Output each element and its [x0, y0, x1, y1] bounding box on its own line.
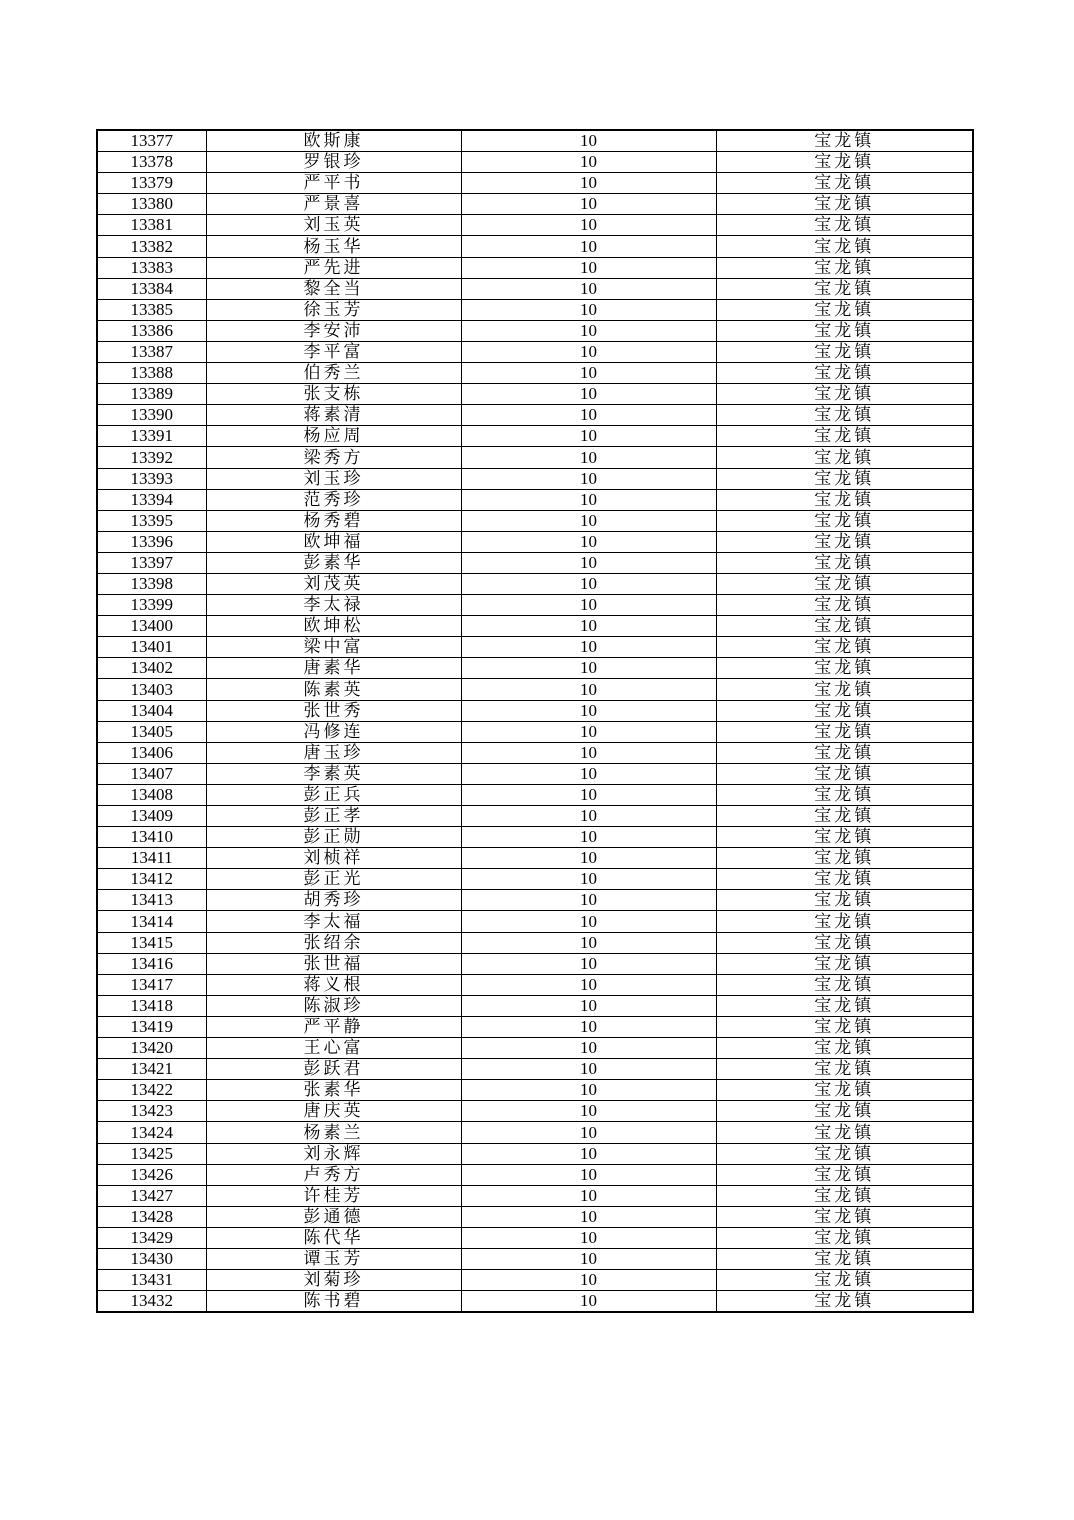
amount-cell: 10: [461, 974, 716, 995]
amount-cell: 10: [461, 384, 716, 405]
name-cell: 李安沛: [206, 320, 461, 341]
name-cell: 陈淑珍: [206, 995, 461, 1016]
record-id-cell: 13408: [97, 784, 206, 805]
amount-cell: 10: [461, 1185, 716, 1206]
name-cell: 伯秀兰: [206, 363, 461, 384]
amount-cell: 10: [461, 616, 716, 637]
name-cell: 张世福: [206, 953, 461, 974]
town-cell: 宝龙镇: [716, 742, 973, 763]
name-cell: 李素英: [206, 763, 461, 784]
name-cell: 欧斯康: [206, 130, 461, 152]
table-row: [97, 426, 973, 447]
town-cell: 宝龙镇: [716, 236, 973, 257]
record-id-cell: 13406: [97, 742, 206, 763]
record-id-cell: 13422: [97, 1080, 206, 1101]
name-cell: 唐素华: [206, 658, 461, 679]
name-cell: 杨素兰: [206, 1122, 461, 1143]
amount-cell: 10: [461, 173, 716, 194]
town-cell: 宝龙镇: [716, 173, 973, 194]
name-cell: 李太福: [206, 911, 461, 932]
table-row: [97, 1227, 973, 1248]
record-id-cell: 13423: [97, 1101, 206, 1122]
record-id-cell: 13389: [97, 384, 206, 405]
name-cell: 严景喜: [206, 194, 461, 215]
town-cell: 宝龙镇: [716, 489, 973, 510]
table-row: [97, 320, 973, 341]
record-id-cell: 13410: [97, 827, 206, 848]
record-id-cell: 13393: [97, 468, 206, 489]
record-id-cell: 13415: [97, 932, 206, 953]
name-cell: 欧坤松: [206, 616, 461, 637]
record-id-cell: 13391: [97, 426, 206, 447]
town-cell: 宝龙镇: [716, 637, 973, 658]
table-row: [97, 637, 973, 658]
amount-cell: 10: [461, 1227, 716, 1248]
table-row: [97, 1164, 973, 1185]
name-cell: 彭通德: [206, 1206, 461, 1227]
table-row: [97, 1248, 973, 1269]
town-cell: 宝龙镇: [716, 827, 973, 848]
name-cell: 唐庆英: [206, 1101, 461, 1122]
table-row: [97, 215, 973, 236]
table-row: [97, 679, 973, 700]
town-cell: 宝龙镇: [716, 299, 973, 320]
name-cell: 卢秀方: [206, 1164, 461, 1185]
town-cell: 宝龙镇: [716, 531, 973, 552]
town-cell: 宝龙镇: [716, 573, 973, 594]
town-cell: 宝龙镇: [716, 890, 973, 911]
town-cell: 宝龙镇: [716, 869, 973, 890]
table-row: [97, 1185, 973, 1206]
amount-cell: 10: [461, 1164, 716, 1185]
town-cell: 宝龙镇: [716, 1227, 973, 1248]
name-cell: 彭正勋: [206, 827, 461, 848]
town-cell: 宝龙镇: [716, 1101, 973, 1122]
record-id-cell: 13432: [97, 1291, 206, 1313]
amount-cell: 10: [461, 1270, 716, 1291]
record-id-cell: 13385: [97, 299, 206, 320]
amount-cell: 10: [461, 1206, 716, 1227]
record-id-cell: 13421: [97, 1059, 206, 1080]
amount-cell: 10: [461, 742, 716, 763]
amount-cell: 10: [461, 1080, 716, 1101]
record-id-cell: 13382: [97, 236, 206, 257]
amount-cell: 10: [461, 658, 716, 679]
name-cell: 刘茂英: [206, 573, 461, 594]
town-cell: 宝龙镇: [716, 278, 973, 299]
amount-cell: 10: [461, 573, 716, 594]
record-id-cell: 13409: [97, 806, 206, 827]
record-id-cell: 13431: [97, 1270, 206, 1291]
table-body: [97, 130, 973, 1312]
name-cell: 王心富: [206, 1038, 461, 1059]
table-row: [97, 573, 973, 594]
record-id-cell: 13377: [97, 130, 206, 152]
table-row: [97, 1101, 973, 1122]
record-id-cell: 13395: [97, 510, 206, 531]
record-id-cell: 13379: [97, 173, 206, 194]
table-row: [97, 700, 973, 721]
amount-cell: 10: [461, 552, 716, 573]
amount-cell: 10: [461, 1291, 716, 1313]
record-id-cell: 13428: [97, 1206, 206, 1227]
town-cell: 宝龙镇: [716, 1185, 973, 1206]
town-cell: 宝龙镇: [716, 1143, 973, 1164]
table-row: [97, 552, 973, 573]
record-id-cell: 13381: [97, 215, 206, 236]
name-cell: 陈素英: [206, 679, 461, 700]
record-id-cell: 13404: [97, 700, 206, 721]
town-cell: 宝龙镇: [716, 784, 973, 805]
name-cell: 严先进: [206, 257, 461, 278]
amount-cell: 10: [461, 1143, 716, 1164]
name-cell: 张绍余: [206, 932, 461, 953]
table-row: [97, 932, 973, 953]
amount-cell: 10: [461, 784, 716, 805]
table-row: [97, 595, 973, 616]
table-row: [97, 531, 973, 552]
table-row: [97, 721, 973, 742]
town-cell: 宝龙镇: [716, 974, 973, 995]
town-cell: 宝龙镇: [716, 194, 973, 215]
table-row: [97, 806, 973, 827]
amount-cell: 10: [461, 637, 716, 658]
town-cell: 宝龙镇: [716, 1270, 973, 1291]
table-row: [97, 742, 973, 763]
record-id-cell: 13430: [97, 1248, 206, 1269]
name-cell: 张世秀: [206, 700, 461, 721]
record-id-cell: 13427: [97, 1185, 206, 1206]
record-id-cell: 13399: [97, 595, 206, 616]
table-row: [97, 236, 973, 257]
town-cell: 宝龙镇: [716, 848, 973, 869]
record-id-cell: 13384: [97, 278, 206, 299]
name-cell: 张支栋: [206, 384, 461, 405]
town-cell: 宝龙镇: [716, 595, 973, 616]
name-cell: 陈书碧: [206, 1291, 461, 1313]
name-cell: 梁秀方: [206, 447, 461, 468]
name-cell: 梁中富: [206, 637, 461, 658]
table-row: [97, 890, 973, 911]
record-id-cell: 13411: [97, 848, 206, 869]
record-id-cell: 13396: [97, 531, 206, 552]
name-cell: 彭正孝: [206, 806, 461, 827]
table-row: [97, 974, 973, 995]
amount-cell: 10: [461, 679, 716, 700]
table-row: [97, 995, 973, 1016]
amount-cell: 10: [461, 489, 716, 510]
amount-cell: 10: [461, 700, 716, 721]
record-id-cell: 13403: [97, 679, 206, 700]
name-cell: 谭玉芳: [206, 1248, 461, 1269]
name-cell: 黎全当: [206, 278, 461, 299]
amount-cell: 10: [461, 363, 716, 384]
table-row: [97, 1059, 973, 1080]
town-cell: 宝龙镇: [716, 341, 973, 362]
amount-cell: 10: [461, 341, 716, 362]
table-row: [97, 784, 973, 805]
amount-cell: 10: [461, 1248, 716, 1269]
name-cell: 刘玉珍: [206, 468, 461, 489]
record-id-cell: 13398: [97, 573, 206, 594]
record-id-cell: 13412: [97, 869, 206, 890]
amount-cell: 10: [461, 806, 716, 827]
town-cell: 宝龙镇: [716, 911, 973, 932]
name-cell: 彭跃君: [206, 1059, 461, 1080]
table-row: [97, 763, 973, 784]
table-row: [97, 1122, 973, 1143]
name-cell: 杨应周: [206, 426, 461, 447]
record-id-cell: 13383: [97, 257, 206, 278]
town-cell: 宝龙镇: [716, 426, 973, 447]
amount-cell: 10: [461, 320, 716, 341]
town-cell: 宝龙镇: [716, 1059, 973, 1080]
table-row: [97, 384, 973, 405]
table-row: [97, 1080, 973, 1101]
table-row: [97, 953, 973, 974]
table-row: [97, 1206, 973, 1227]
table-row: [97, 869, 973, 890]
town-cell: 宝龙镇: [716, 447, 973, 468]
record-id-cell: 13405: [97, 721, 206, 742]
record-id-cell: 13400: [97, 616, 206, 637]
record-id-cell: 13413: [97, 890, 206, 911]
name-cell: 罗银珍: [206, 152, 461, 173]
amount-cell: 10: [461, 468, 716, 489]
town-cell: 宝龙镇: [716, 363, 973, 384]
amount-cell: 10: [461, 911, 716, 932]
amount-cell: 10: [461, 763, 716, 784]
town-cell: 宝龙镇: [716, 510, 973, 531]
record-id-cell: 13388: [97, 363, 206, 384]
name-cell: 杨玉华: [206, 236, 461, 257]
town-cell: 宝龙镇: [716, 763, 973, 784]
amount-cell: 10: [461, 595, 716, 616]
record-id-cell: 13407: [97, 763, 206, 784]
name-cell: 胡秀珍: [206, 890, 461, 911]
table-row: [97, 363, 973, 384]
amount-cell: 10: [461, 1038, 716, 1059]
amount-cell: 10: [461, 932, 716, 953]
record-id-cell: 13392: [97, 447, 206, 468]
town-cell: 宝龙镇: [716, 1038, 973, 1059]
town-cell: 宝龙镇: [716, 552, 973, 573]
name-cell: 唐玉珍: [206, 742, 461, 763]
table-row: [97, 1291, 973, 1313]
town-cell: 宝龙镇: [716, 130, 973, 152]
name-cell: 刘永辉: [206, 1143, 461, 1164]
name-cell: 张素华: [206, 1080, 461, 1101]
town-cell: 宝龙镇: [716, 215, 973, 236]
record-id-cell: 13418: [97, 995, 206, 1016]
town-cell: 宝龙镇: [716, 1016, 973, 1037]
town-cell: 宝龙镇: [716, 953, 973, 974]
table-row: [97, 447, 973, 468]
name-cell: 杨秀碧: [206, 510, 461, 531]
table-row: [97, 468, 973, 489]
amount-cell: 10: [461, 278, 716, 299]
table-row: [97, 848, 973, 869]
amount-cell: 10: [461, 995, 716, 1016]
name-cell: 蒋义根: [206, 974, 461, 995]
amount-cell: 10: [461, 1016, 716, 1037]
town-cell: 宝龙镇: [716, 405, 973, 426]
table-row: [97, 1143, 973, 1164]
amount-cell: 10: [461, 194, 716, 215]
amount-cell: 10: [461, 890, 716, 911]
table-row: [97, 152, 973, 173]
record-id-cell: 13402: [97, 658, 206, 679]
amount-cell: 10: [461, 531, 716, 552]
town-cell: 宝龙镇: [716, 468, 973, 489]
table-row: [97, 489, 973, 510]
name-cell: 刘桢祥: [206, 848, 461, 869]
amount-cell: 10: [461, 827, 716, 848]
amount-cell: 10: [461, 848, 716, 869]
town-cell: 宝龙镇: [716, 152, 973, 173]
table-row: [97, 1038, 973, 1059]
amount-cell: 10: [461, 236, 716, 257]
record-id-cell: 13417: [97, 974, 206, 995]
name-cell: 李平富: [206, 341, 461, 362]
amount-cell: 10: [461, 1101, 716, 1122]
record-id-cell: 13380: [97, 194, 206, 215]
record-id-cell: 13424: [97, 1122, 206, 1143]
name-cell: 刘玉英: [206, 215, 461, 236]
name-cell: 严平静: [206, 1016, 461, 1037]
town-cell: 宝龙镇: [716, 932, 973, 953]
record-id-cell: 13419: [97, 1016, 206, 1037]
table-row: [97, 658, 973, 679]
name-cell: 范秀珍: [206, 489, 461, 510]
amount-cell: 10: [461, 447, 716, 468]
table-row: [97, 405, 973, 426]
amount-cell: 10: [461, 152, 716, 173]
name-cell: 刘菊珍: [206, 1270, 461, 1291]
town-cell: 宝龙镇: [716, 616, 973, 637]
name-cell: 彭素华: [206, 552, 461, 573]
table-row: [97, 173, 973, 194]
town-cell: 宝龙镇: [716, 995, 973, 1016]
table-row: [97, 510, 973, 531]
amount-cell: 10: [461, 130, 716, 152]
town-cell: 宝龙镇: [716, 1291, 973, 1313]
table-row: [97, 616, 973, 637]
amount-cell: 10: [461, 721, 716, 742]
town-cell: 宝龙镇: [716, 806, 973, 827]
record-id-cell: 13425: [97, 1143, 206, 1164]
town-cell: 宝龙镇: [716, 257, 973, 278]
town-cell: 宝龙镇: [716, 1080, 973, 1101]
town-cell: 宝龙镇: [716, 1122, 973, 1143]
table-row: [97, 911, 973, 932]
record-id-cell: 13429: [97, 1227, 206, 1248]
table-row: [97, 341, 973, 362]
name-cell: 严平书: [206, 173, 461, 194]
record-id-cell: 13401: [97, 637, 206, 658]
town-cell: 宝龙镇: [716, 679, 973, 700]
town-cell: 宝龙镇: [716, 658, 973, 679]
record-id-cell: 13386: [97, 320, 206, 341]
name-cell: 欧坤福: [206, 531, 461, 552]
amount-cell: 10: [461, 869, 716, 890]
name-cell: 冯修连: [206, 721, 461, 742]
name-cell: 蒋素清: [206, 405, 461, 426]
name-cell: 彭正光: [206, 869, 461, 890]
table-row: [97, 278, 973, 299]
table-row: [97, 257, 973, 278]
town-cell: 宝龙镇: [716, 384, 973, 405]
town-cell: 宝龙镇: [716, 1206, 973, 1227]
town-cell: 宝龙镇: [716, 1164, 973, 1185]
name-cell: 陈代华: [206, 1227, 461, 1248]
record-id-cell: 13420: [97, 1038, 206, 1059]
name-cell: 李太禄: [206, 595, 461, 616]
town-cell: 宝龙镇: [716, 721, 973, 742]
name-cell: 许桂芳: [206, 1185, 461, 1206]
table-row: [97, 299, 973, 320]
amount-cell: 10: [461, 1122, 716, 1143]
amount-cell: 10: [461, 405, 716, 426]
record-id-cell: 13426: [97, 1164, 206, 1185]
name-cell: 彭正兵: [206, 784, 461, 805]
record-id-cell: 13378: [97, 152, 206, 173]
town-cell: 宝龙镇: [716, 320, 973, 341]
name-cell: 徐玉芳: [206, 299, 461, 320]
amount-cell: 10: [461, 953, 716, 974]
town-cell: 宝龙镇: [716, 1248, 973, 1269]
town-cell: 宝龙镇: [716, 700, 973, 721]
table-row: [97, 1016, 973, 1037]
table-row: [97, 194, 973, 215]
record-id-cell: 13390: [97, 405, 206, 426]
amount-cell: 10: [461, 299, 716, 320]
amount-cell: 10: [461, 215, 716, 236]
record-id-cell: 13394: [97, 489, 206, 510]
record-id-cell: 13416: [97, 953, 206, 974]
amount-cell: 10: [461, 510, 716, 531]
amount-cell: 10: [461, 1059, 716, 1080]
record-id-cell: 13387: [97, 341, 206, 362]
amount-cell: 10: [461, 257, 716, 278]
record-id-cell: 13414: [97, 911, 206, 932]
record-id-cell: 13397: [97, 552, 206, 573]
amount-cell: 10: [461, 426, 716, 447]
table-row: [97, 827, 973, 848]
table-row: [97, 1270, 973, 1291]
table-row: [97, 130, 973, 152]
data-table: [96, 129, 974, 1313]
